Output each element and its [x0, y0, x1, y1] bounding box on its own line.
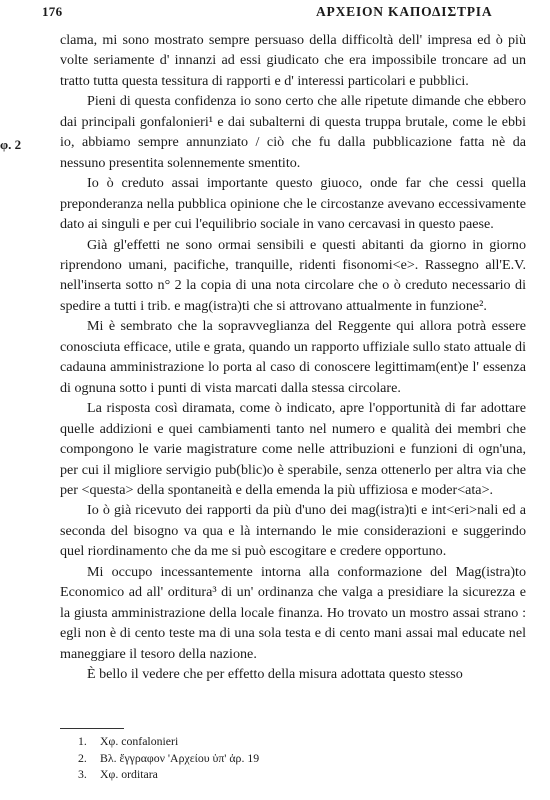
footnote-text: Χφ. orditara — [100, 767, 158, 782]
paragraph: Mi occupo incessantemente intorna alla conformazione del Mag(istra)to Economico ad all' orditura³ di un' ordinanza che valga a presidiare la sicurezza e la giusta amministrazione della locale finanza. Ho trovato un mostro assai strano : egli non è di cento teste ma di una sola testa e di cento mani assai mal educate nel maneggiare il tesoro della nazione. — [60, 563, 526, 662]
footnote-number: 1. — [78, 734, 87, 748]
letter-body — [60, 30, 526, 685]
paragraph: Pieni di questa confidenza io sono certo che alle ripetute dimande che ebbero dai principali gonfalonieri¹ e dai subalterni di questa truppa brutale, come le ebbi io, abbiamo sempre annunziato / ciò che fu dalla pubblicazione fatta nè da nessuno presentita solennemente smentito. — [60, 93, 526, 171]
footnote-divider — [60, 728, 124, 729]
footnote-text: Βλ. ἔγγραφον 'Αρχείου ὑπ' ἀρ. 19 — [100, 750, 260, 765]
footnote-number: 3. — [78, 767, 87, 782]
paragraph: Io ò già ricevuto dei rapporti da più d'uno dei mag(istra)ti e int<eri>nali ed a seconda del bisogno va qua e là internando le mie considerazioni e suggerindo quel riordinamento che da me si può escogitare e credere opportuno. — [60, 502, 526, 560]
paragraph: È bello il vedere che per effetto della misura adottata questo stesso — [87, 666, 463, 683]
footnote — [78, 733, 478, 750]
footnote-text: Χφ. confalonieri — [100, 734, 179, 748]
page-number: 176 — [42, 4, 63, 19]
footnote-number: 2. — [78, 750, 87, 765]
paragraph: La risposta così diramata, come ò indicato, apre l'opportunità di far adottare quelle addizioni e quei cambiamenti tanto nel numero e qualità dei membri che compongono le varie magistrature come nelle attribuzioni e funzioni di ogn'una, per cui il migliore servigio pub(blic)o è sperabile, senza ottenerlo per altra via che per <questa> della spontaneità e della emenda la più uffiziosa e moder<ata>. — [60, 400, 526, 498]
footnote — [78, 766, 478, 783]
footnote — [78, 750, 478, 767]
paragraph: Già gl'effetti ne sono ormai sensibili e questi abitanti da giorno in giorno riprendono umani, pacifiche, tranquille, ridenti fisonomi<e>. Rassegno all'E.V. nell'inserta sotto n° 2 la copia di una nota circolare che o ò creduto necessario di spedire a tutti i trib. e mag(istra)ti che si attrovano attualmente in funzione². — [60, 236, 526, 314]
footnotes — [78, 733, 478, 783]
folio-margin-note: φ. 2 — [0, 137, 22, 152]
paragraph: Io ò creduto assai importante questo giuoco, onde far che cessi quella preponderanza nella pubblica opinione che le circostanze avevano eccessivamente dato ai singuli e per cui l'equilibrio sociale in vano cercavasi in questo paese. — [60, 175, 526, 233]
paragraph: Mi è sembrato che la sopravveglianza del Reggente qui allora potrà essere conosciuta efficace, utile e grata, quando un rapporto uffiziale sullo stato attuale di cadauna amministrazione lo porta al caso di conoscere legittimam(ent)e l' essenza di ognuna sotto i punti di vista marcati dalla stessa circolare. — [60, 318, 526, 396]
running-title: ΑΡΧΕΙΟΝ ΚΑΠΟΔΙΣΤΡΙΑ — [316, 4, 493, 19]
paragraph: clama, mi sono mostrato sempre persuaso della difficoltà dell' impresa ed ò più volte seriamente d' innanzi ad essi giudicato che era impossibile troncare ad un tratto tutta questa tessitura di rapporti e d' interessi particolari e pubblici. — [60, 32, 526, 89]
